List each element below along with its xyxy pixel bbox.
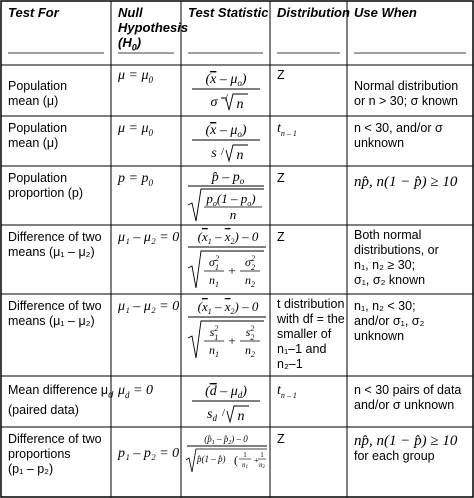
svg-text:1: 1 bbox=[243, 451, 247, 459]
row5-distribution bbox=[277, 297, 345, 372]
row7-test-for bbox=[8, 432, 102, 477]
svg-text:s22: $s^2$ 2 bbox=[245, 324, 255, 342]
statistic-5-formula bbox=[184, 296, 268, 362]
row2-null bbox=[118, 121, 153, 141]
row7-distribution: Z bbox=[277, 432, 285, 446]
row4-use-line1: Both normal bbox=[354, 228, 422, 242]
row2-use-when bbox=[354, 121, 443, 151]
statistic-5 bbox=[184, 296, 268, 362]
row2-distribution bbox=[277, 121, 297, 141]
statistic-1 bbox=[184, 66, 268, 114]
svg-text:+: + bbox=[228, 333, 236, 348]
row7-use-line1: np̂, n(1 − p̂) ≥ 10 bbox=[354, 433, 458, 449]
svg-text:/: / bbox=[225, 92, 229, 104]
row4-distribution: Z bbox=[277, 230, 285, 244]
statistic-2 bbox=[184, 117, 268, 165]
header-test-statistic: Test Statistic bbox=[188, 5, 269, 20]
svg-text:n: n bbox=[236, 97, 244, 112]
header-null-h: (H bbox=[118, 35, 132, 50]
svg-text:(x – μo): $(x - \mu_o)$ bbox=[205, 123, 247, 139]
row6-use-line1: n < 30 pairs of data bbox=[354, 383, 462, 397]
svg-text:+: + bbox=[254, 456, 259, 465]
row5-dist-line3: smaller of bbox=[277, 327, 332, 341]
header-null-close: ) bbox=[136, 35, 142, 50]
row5-test-for bbox=[8, 299, 102, 329]
row5-use-line1: n₁, n₂ < 30; bbox=[354, 299, 416, 313]
row6-dist-t: t bbox=[277, 383, 281, 398]
row6-use-when bbox=[354, 383, 461, 413]
row3-test-for bbox=[8, 171, 83, 201]
header-null-sub: 0 bbox=[131, 42, 137, 53]
row4-null: μ₁ – μ₂ = 0 bbox=[118, 230, 180, 245]
row4-use-line4: σ₁, σ₂ known bbox=[354, 273, 426, 287]
svg-text:(x1 – x2) – 0: $(x_1 - x_2) - 0$ bbox=[197, 229, 259, 246]
svg-text:p̂ – po: p̂ – $p_o$ bbox=[211, 170, 245, 186]
row1-test-for-line2: mean (μ) bbox=[8, 94, 59, 108]
svg-text:σ21: $\sigma^2$ 1 bbox=[209, 254, 219, 272]
row2-use-line1: n < 30, and/or σ bbox=[354, 121, 443, 135]
row2-use-line2: unknown bbox=[354, 136, 405, 150]
svg-text:po(1 – po): $p_o(1 - p_o)$ bbox=[206, 191, 256, 208]
svg-text:1: 1 bbox=[260, 451, 264, 459]
statistic-6-formula bbox=[184, 378, 268, 426]
svg-text:(x1 – x2) – 0: $(x_1 - x_2) - 0$ bbox=[197, 299, 259, 316]
row5-dist-line5: n₂–1 bbox=[277, 357, 303, 371]
header-test-for: Test For bbox=[8, 5, 59, 20]
svg-text:n: n bbox=[229, 207, 237, 222]
row5-dist-line4: n₁–1 and bbox=[277, 342, 327, 356]
svg-text:n1: n1 bbox=[242, 461, 248, 470]
row6-test-for-line2: (paired data) bbox=[8, 402, 79, 417]
row3-null-sub: 0 bbox=[148, 177, 153, 188]
row2-test-for-line1: Population bbox=[8, 121, 68, 135]
row2-dist-t: t bbox=[277, 121, 281, 136]
svg-text:n2: n2 bbox=[259, 461, 265, 470]
svg-text:s21: $s^2$ 1 bbox=[209, 324, 219, 342]
svg-text:/: / bbox=[222, 407, 226, 419]
row7-use-when bbox=[354, 434, 457, 464]
row5-test-for-line2: means (μ₁ – μ₂) bbox=[8, 314, 95, 328]
statistic-4 bbox=[184, 226, 268, 292]
row7-test-for-line1: Difference of two bbox=[8, 432, 102, 446]
row5-dist-line2: with df = the bbox=[277, 312, 345, 326]
row7-use-line2: for each group bbox=[354, 449, 435, 463]
row2-test-for bbox=[8, 121, 67, 151]
row3-distribution: Z bbox=[277, 171, 285, 185]
row2-test-for-line2: mean (μ) bbox=[8, 136, 59, 150]
row5-use-when bbox=[354, 299, 474, 344]
row1-null-sub: 0 bbox=[148, 74, 154, 85]
header-distribution: Distribution bbox=[277, 5, 350, 20]
svg-text:(d – μd): $(d - \mu_d)$ bbox=[205, 384, 247, 400]
row4-use-line2: distributions, or bbox=[354, 243, 439, 257]
row3-test-for-line1: Population bbox=[8, 171, 68, 185]
row4-test-for-line2: means (μ₁ – μ₂) bbox=[8, 245, 95, 259]
svg-text:p̂(1 – p̂): p̂(1 – p̂) bbox=[197, 454, 226, 464]
row6-test-for-line1 bbox=[8, 383, 113, 403]
row1-null-text: μ = μ bbox=[118, 68, 149, 83]
header-null-line2: Hypothesis bbox=[118, 20, 189, 35]
row3-use-when: np̂, n(1 − p̂) ≥ 10 bbox=[354, 174, 458, 190]
row6-test-for-sub: d bbox=[108, 389, 114, 400]
svg-text:σ22: $\sigma^2$ 2 bbox=[245, 254, 255, 272]
row3-test-for-line2: proportion (p) bbox=[8, 186, 84, 200]
svg-text:sd: $s_d$ bbox=[207, 407, 217, 423]
row5-dist-line1: t distribution bbox=[277, 297, 345, 311]
row5-null: μ₁ – μ₂ = 0 bbox=[118, 299, 180, 314]
row6-null-sub: d bbox=[125, 389, 130, 400]
statistic-4-formula bbox=[184, 226, 268, 292]
row5-use-line2: and/or σ₁, σ₂ unknown bbox=[354, 314, 425, 343]
row1-distribution: Z bbox=[277, 68, 285, 82]
statistic-7 bbox=[183, 430, 269, 480]
row6-dist-sub: n – 1 bbox=[280, 390, 297, 400]
svg-text:n: n bbox=[237, 409, 245, 424]
row6-null-rest: = 0 bbox=[129, 383, 153, 398]
row6-null-mu: μ bbox=[118, 383, 126, 398]
statistic-6 bbox=[184, 378, 268, 426]
svg-text:/: / bbox=[221, 146, 225, 158]
header-use-when: Use When bbox=[354, 5, 417, 20]
row3-null-text: p = p bbox=[118, 171, 149, 186]
row4-test-for-line1: Difference of two bbox=[8, 230, 102, 244]
row6-test-for-text: Mean difference μ bbox=[8, 383, 109, 397]
row2-dist-sub: n – 1 bbox=[280, 128, 297, 138]
svg-text:(x – μo): $(x - \mu_o)$ bbox=[205, 72, 247, 88]
header-null-hypothesis bbox=[118, 5, 188, 56]
svg-text:σ: σ bbox=[210, 95, 218, 110]
svg-text:n2: $n_2$ bbox=[245, 343, 255, 359]
row1-use-line2: or n > 30; σ known bbox=[354, 94, 458, 108]
svg-text:n1: $n_1$ bbox=[209, 343, 219, 359]
statistic-2-formula bbox=[184, 117, 268, 165]
row6-test-for bbox=[8, 383, 113, 418]
row2-null-sub: 0 bbox=[148, 127, 154, 138]
svg-text:+: + bbox=[228, 263, 236, 278]
row4-use-line3: n₁, n₂ ≥ 30; bbox=[354, 258, 416, 272]
row5-test-for-line1: Difference of two bbox=[8, 299, 102, 313]
row1-use-when bbox=[354, 79, 458, 109]
row6-distribution bbox=[277, 383, 297, 403]
row4-use-when bbox=[354, 228, 439, 288]
row6-use-line2: and/or σ unknown bbox=[354, 398, 455, 412]
statistic-1-formula bbox=[184, 66, 268, 114]
row7-test-for-line2: proportions bbox=[8, 447, 71, 461]
header-null-line3 bbox=[118, 35, 188, 56]
row1-null bbox=[118, 68, 153, 88]
svg-text:n1: $n_1$ bbox=[209, 273, 219, 289]
statistic-7-formula bbox=[183, 430, 269, 480]
row7-test-for-line3: (p₁ – p₂) bbox=[8, 462, 54, 476]
row1-use-line1: Normal distribution bbox=[354, 79, 459, 93]
statistic-3-formula bbox=[184, 167, 268, 223]
svg-text:n: n bbox=[236, 148, 244, 163]
row7-null: p₁ – p₂ = 0 bbox=[118, 446, 180, 461]
statistic-3 bbox=[184, 167, 268, 223]
header-null-line1: Null bbox=[118, 5, 143, 20]
row1-test-for-line1: Population bbox=[8, 79, 68, 93]
row6-null bbox=[118, 383, 153, 403]
svg-text:(: ( bbox=[234, 453, 238, 467]
row3-null bbox=[118, 171, 153, 191]
row1-test-for bbox=[8, 79, 67, 109]
svg-text:n2: $n_2$ bbox=[245, 273, 255, 289]
svg-text:(p̂1 – p̂2) – 0: ($p̂_1$ – $p̂_2) - 0$ bbox=[204, 434, 248, 446]
row4-test-for bbox=[8, 230, 102, 260]
row2-null-text: μ = μ bbox=[118, 121, 149, 136]
svg-text:s: s bbox=[211, 146, 217, 161]
